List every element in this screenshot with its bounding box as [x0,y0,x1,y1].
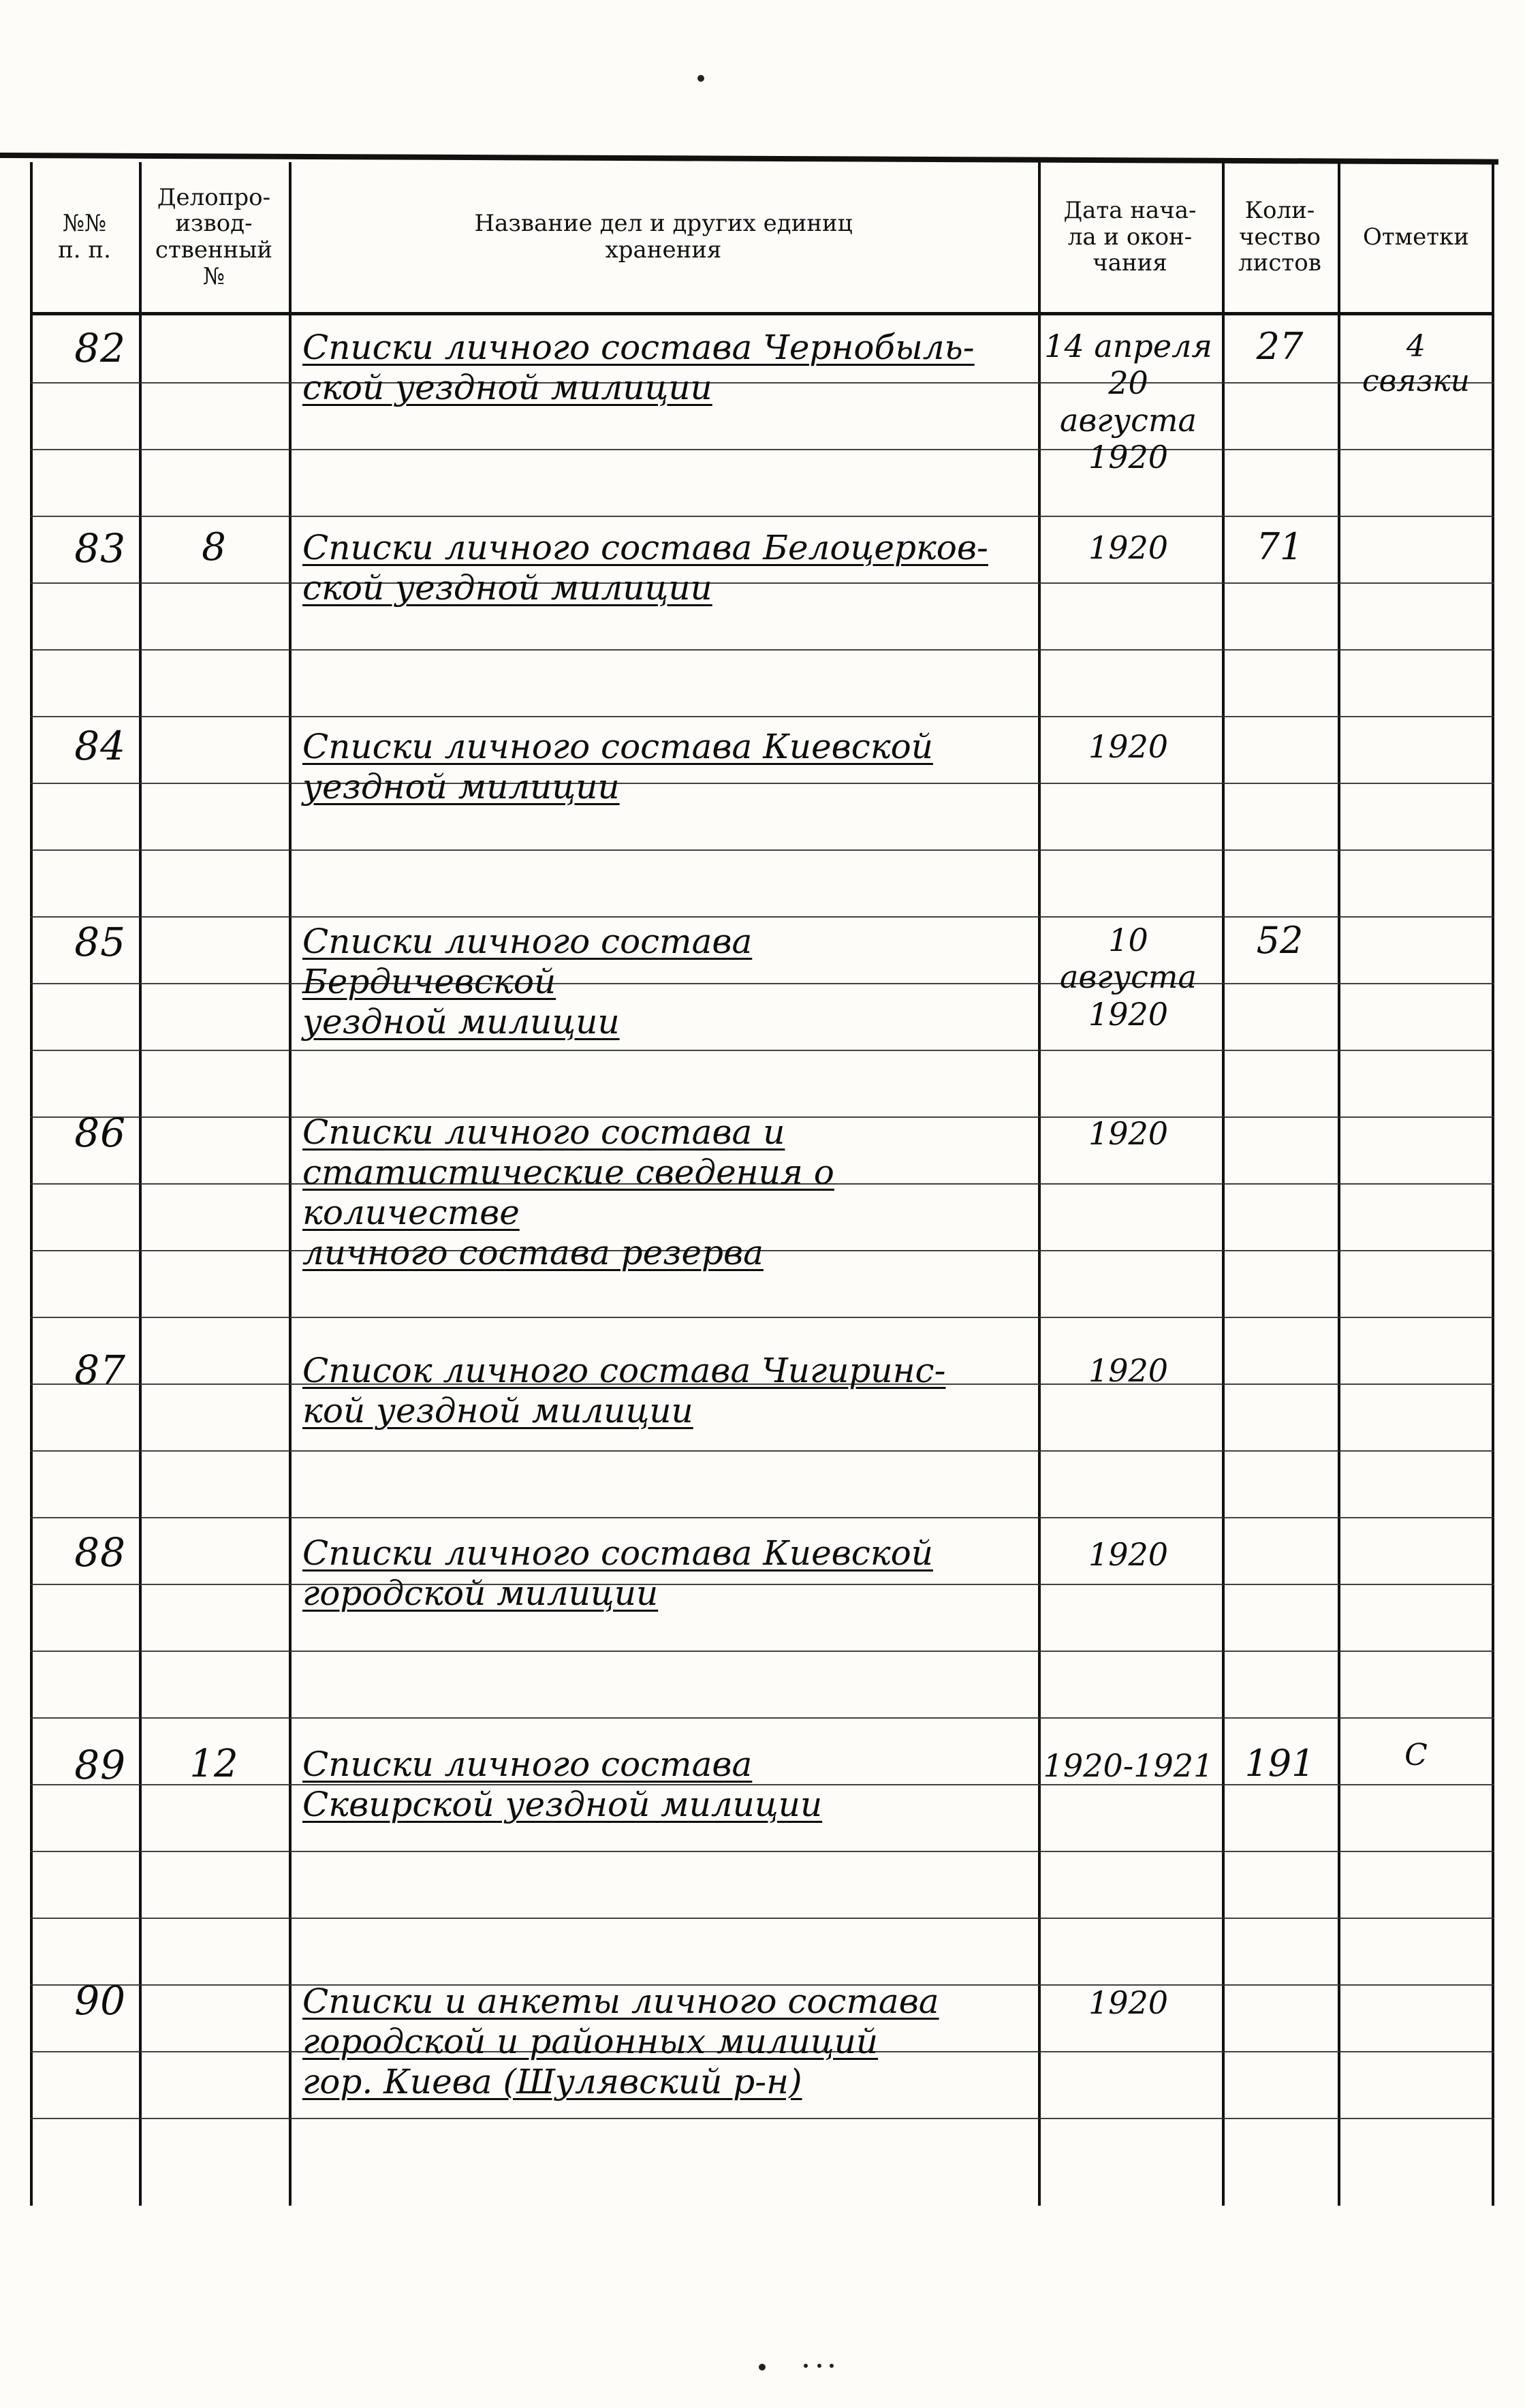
scan-dot [830,2364,834,2368]
entry-sheet-count: 191 [1244,1742,1315,1785]
case-number: 8 [202,525,226,569]
row-line [30,916,1494,918]
row-line [30,1717,1494,1719]
row-line [30,1317,1494,1318]
entry-date-range: 14 апреля 20 августа 1920 [1044,328,1212,475]
entry-date-range: 1920 [1088,1984,1169,2021]
row-line [30,2118,1494,2119]
table-body [30,315,1494,2206]
entry-date-range: 1920 [1088,1536,1169,1573]
row-line [30,1918,1494,1919]
scan-dot [817,2364,821,2368]
entry-number: 89 [74,1742,126,1788]
header-sheet-count: Коли- чество листов [1238,196,1321,277]
entry-title: Списки личного состава Киевской уездной милиции [302,727,933,807]
entry-number: 86 [74,1110,126,1156]
entry-notes: 4 связки [1362,329,1470,398]
row-line [30,1651,1494,1652]
table-header [30,162,1494,315]
row-line [30,516,1494,517]
case-number: 12 [189,1742,238,1786]
entry-title: Списки и анкеты личного состава городской и районных милиций гор. Киева (Шулявский р-н) [302,1982,939,2101]
entry-sheet-count: 27 [1256,325,1304,368]
entry-number: 83 [74,525,126,572]
row-line [30,1517,1494,1518]
entry-number: 84 [74,723,126,769]
entry-title: Списки личного состава Сквирской уездной милиции [302,1745,823,1824]
row-line [30,1050,1494,1051]
entry-date-range: 1920 [1088,1352,1169,1389]
entry-title: Списки личного состава Бердичевской уездной милиции [302,922,753,1042]
entry-title: Списки личного состава Белоцерков- ской уездной милиции [302,528,988,608]
scan-dot [697,75,704,82]
entry-number: 88 [74,1529,126,1576]
scan-dot [804,2364,808,2368]
entry-sheet-count: 71 [1256,525,1304,568]
entry-date-range: 10 августа 1920 [1060,922,1197,1033]
entry-number: 90 [74,1977,126,2024]
entry-date-range: 1920 [1088,529,1169,566]
row-line [30,849,1494,851]
inventory-table [30,162,1494,2206]
entry-sheet-count: 52 [1256,919,1304,962]
entry-title: Списки личного состава Киевской городской милиции [302,1533,933,1613]
header-title: Название дел и других единиц хранения [474,210,853,264]
entry-date-range: 1920 [1088,1115,1169,1152]
entry-number: 82 [74,325,126,371]
entry-notes: С [1404,1738,1428,1772]
header-entry-number: №№ п. п. [58,210,111,264]
entry-number: 87 [74,1347,126,1393]
header-notes: Отметки [1363,223,1469,251]
scan-dot [759,2364,766,2371]
entry-title: Список личного состава Чигиринс- кой уездной милиции [302,1351,946,1430]
entry-date-range: 1920 [1088,728,1169,765]
entry-title: Списки личного состава Чернобыль- ской уездной милиции [302,328,975,407]
row-line [30,716,1494,717]
row-line [30,1450,1494,1452]
header-date: Дата нача- ла и окон- чания [1063,196,1197,277]
entry-number: 85 [74,919,126,965]
entry-date-range: 1920-1921 [1043,1747,1214,1784]
row-line [30,1851,1494,1852]
row-line [30,449,1494,450]
row-line [30,649,1494,651]
header-case-number: Делопро- извод- ственный № [155,183,273,290]
entry-title: Списки личного состава и статистические сведения о количестве личного состава резерва [302,1112,834,1272]
